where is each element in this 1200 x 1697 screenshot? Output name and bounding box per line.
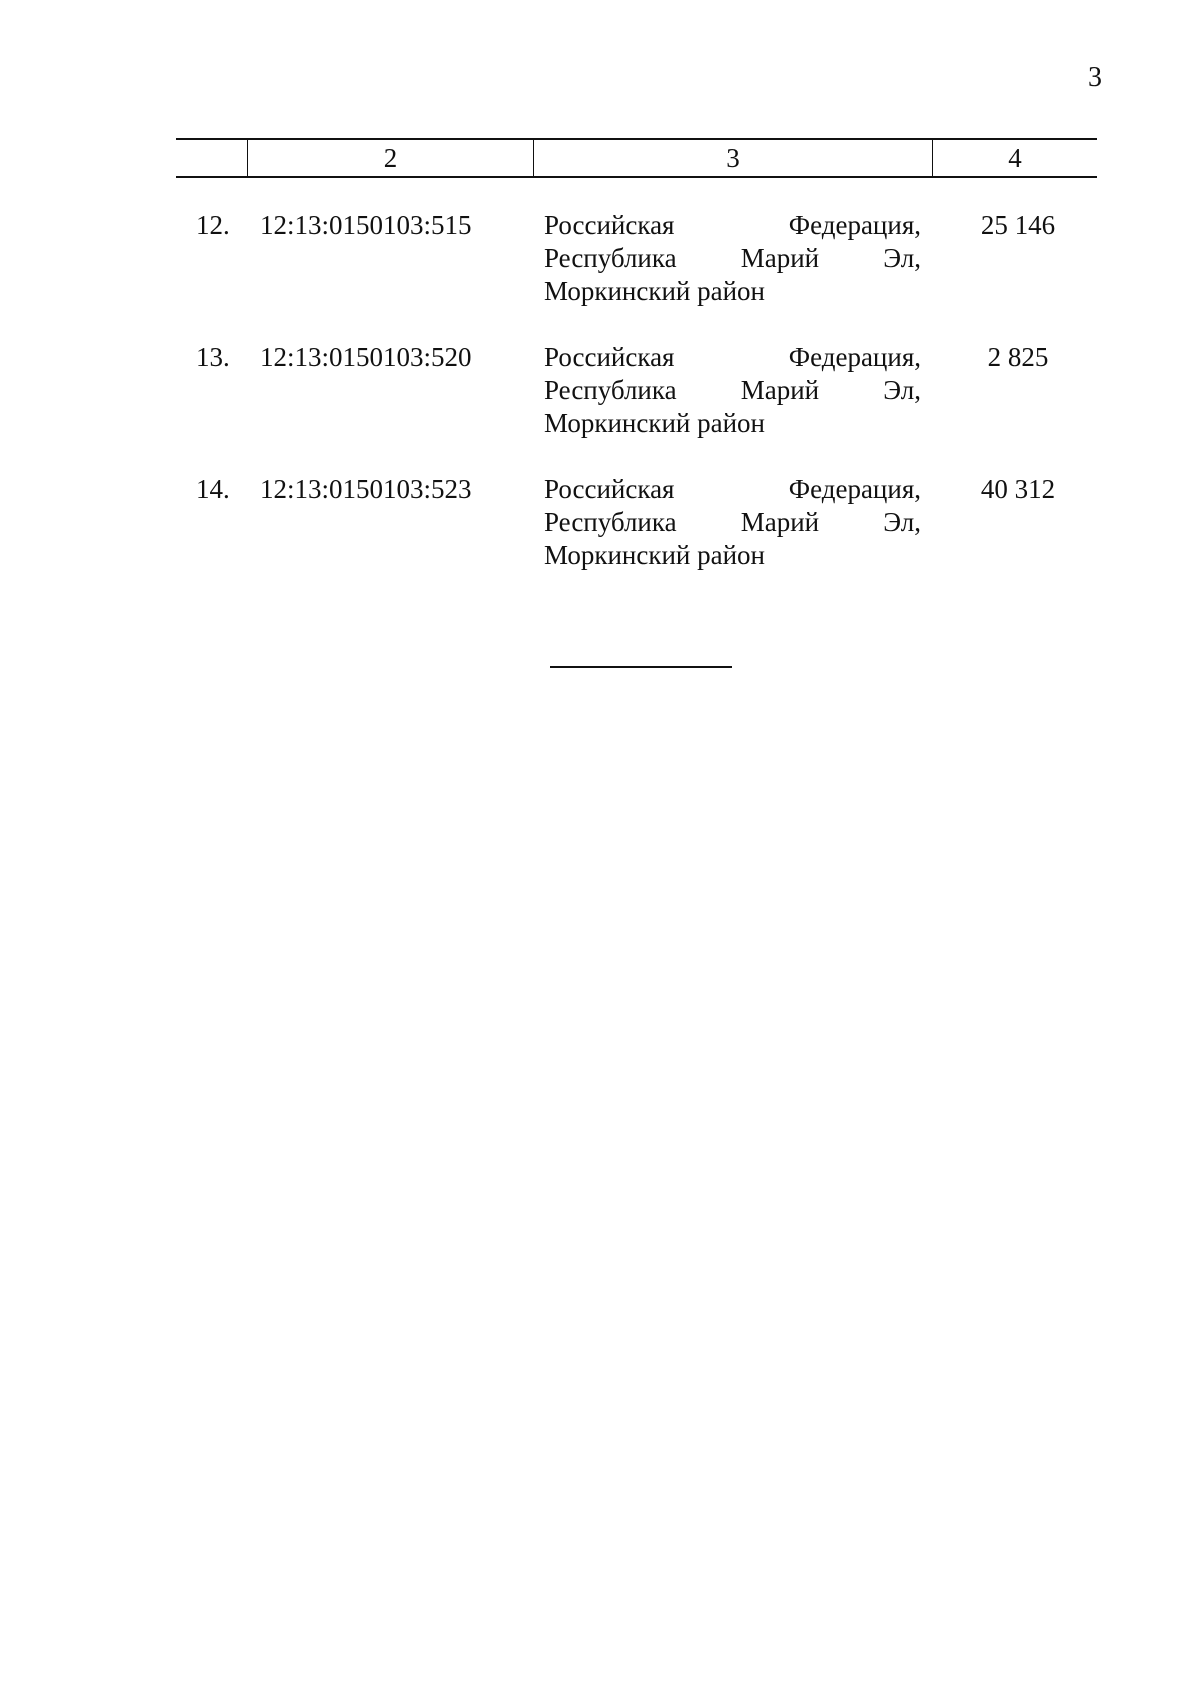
row-number: 12. (196, 210, 230, 240)
header-cell-2: 2 (248, 140, 534, 176)
header-cell-3: 3 (534, 140, 933, 176)
header-cell-1 (176, 140, 248, 176)
address (544, 473, 921, 572)
address-line: Российская Федерация, (544, 474, 921, 504)
address-line: Республика Марий Эл, (544, 507, 921, 537)
address (544, 341, 921, 440)
address-line: Российская Федерация, (544, 342, 921, 372)
cadastral-number: 12:13:0150103:515 (260, 210, 472, 240)
area-value: 25 146 (980, 210, 1056, 240)
address-line: Российская Федерация, (544, 210, 921, 240)
address-line: Моркинский район (544, 276, 765, 306)
area-value: 40 312 (980, 474, 1056, 504)
address-line: Моркинский район (544, 540, 765, 570)
table-header (176, 138, 1097, 178)
table-row (176, 341, 1097, 473)
area-value: 2 825 (987, 342, 1049, 372)
page-number: 3 (1088, 62, 1102, 93)
cadastral-number: 12:13:0150103:520 (260, 342, 472, 372)
table-body (176, 209, 1097, 605)
row-number: 14. (196, 474, 230, 504)
row-number: 13. (196, 342, 230, 372)
header-cell-4: 4 (1008, 142, 1022, 173)
address-line: Республика Марий Эл, (544, 243, 921, 273)
address (544, 209, 921, 308)
address-line: Республика Марий Эл, (544, 375, 921, 405)
cadastral-number: 12:13:0150103:523 (260, 474, 472, 504)
address-line: Моркинский район (544, 408, 765, 438)
table-row (176, 209, 1097, 341)
table-row (176, 473, 1097, 605)
end-divider (550, 666, 732, 668)
